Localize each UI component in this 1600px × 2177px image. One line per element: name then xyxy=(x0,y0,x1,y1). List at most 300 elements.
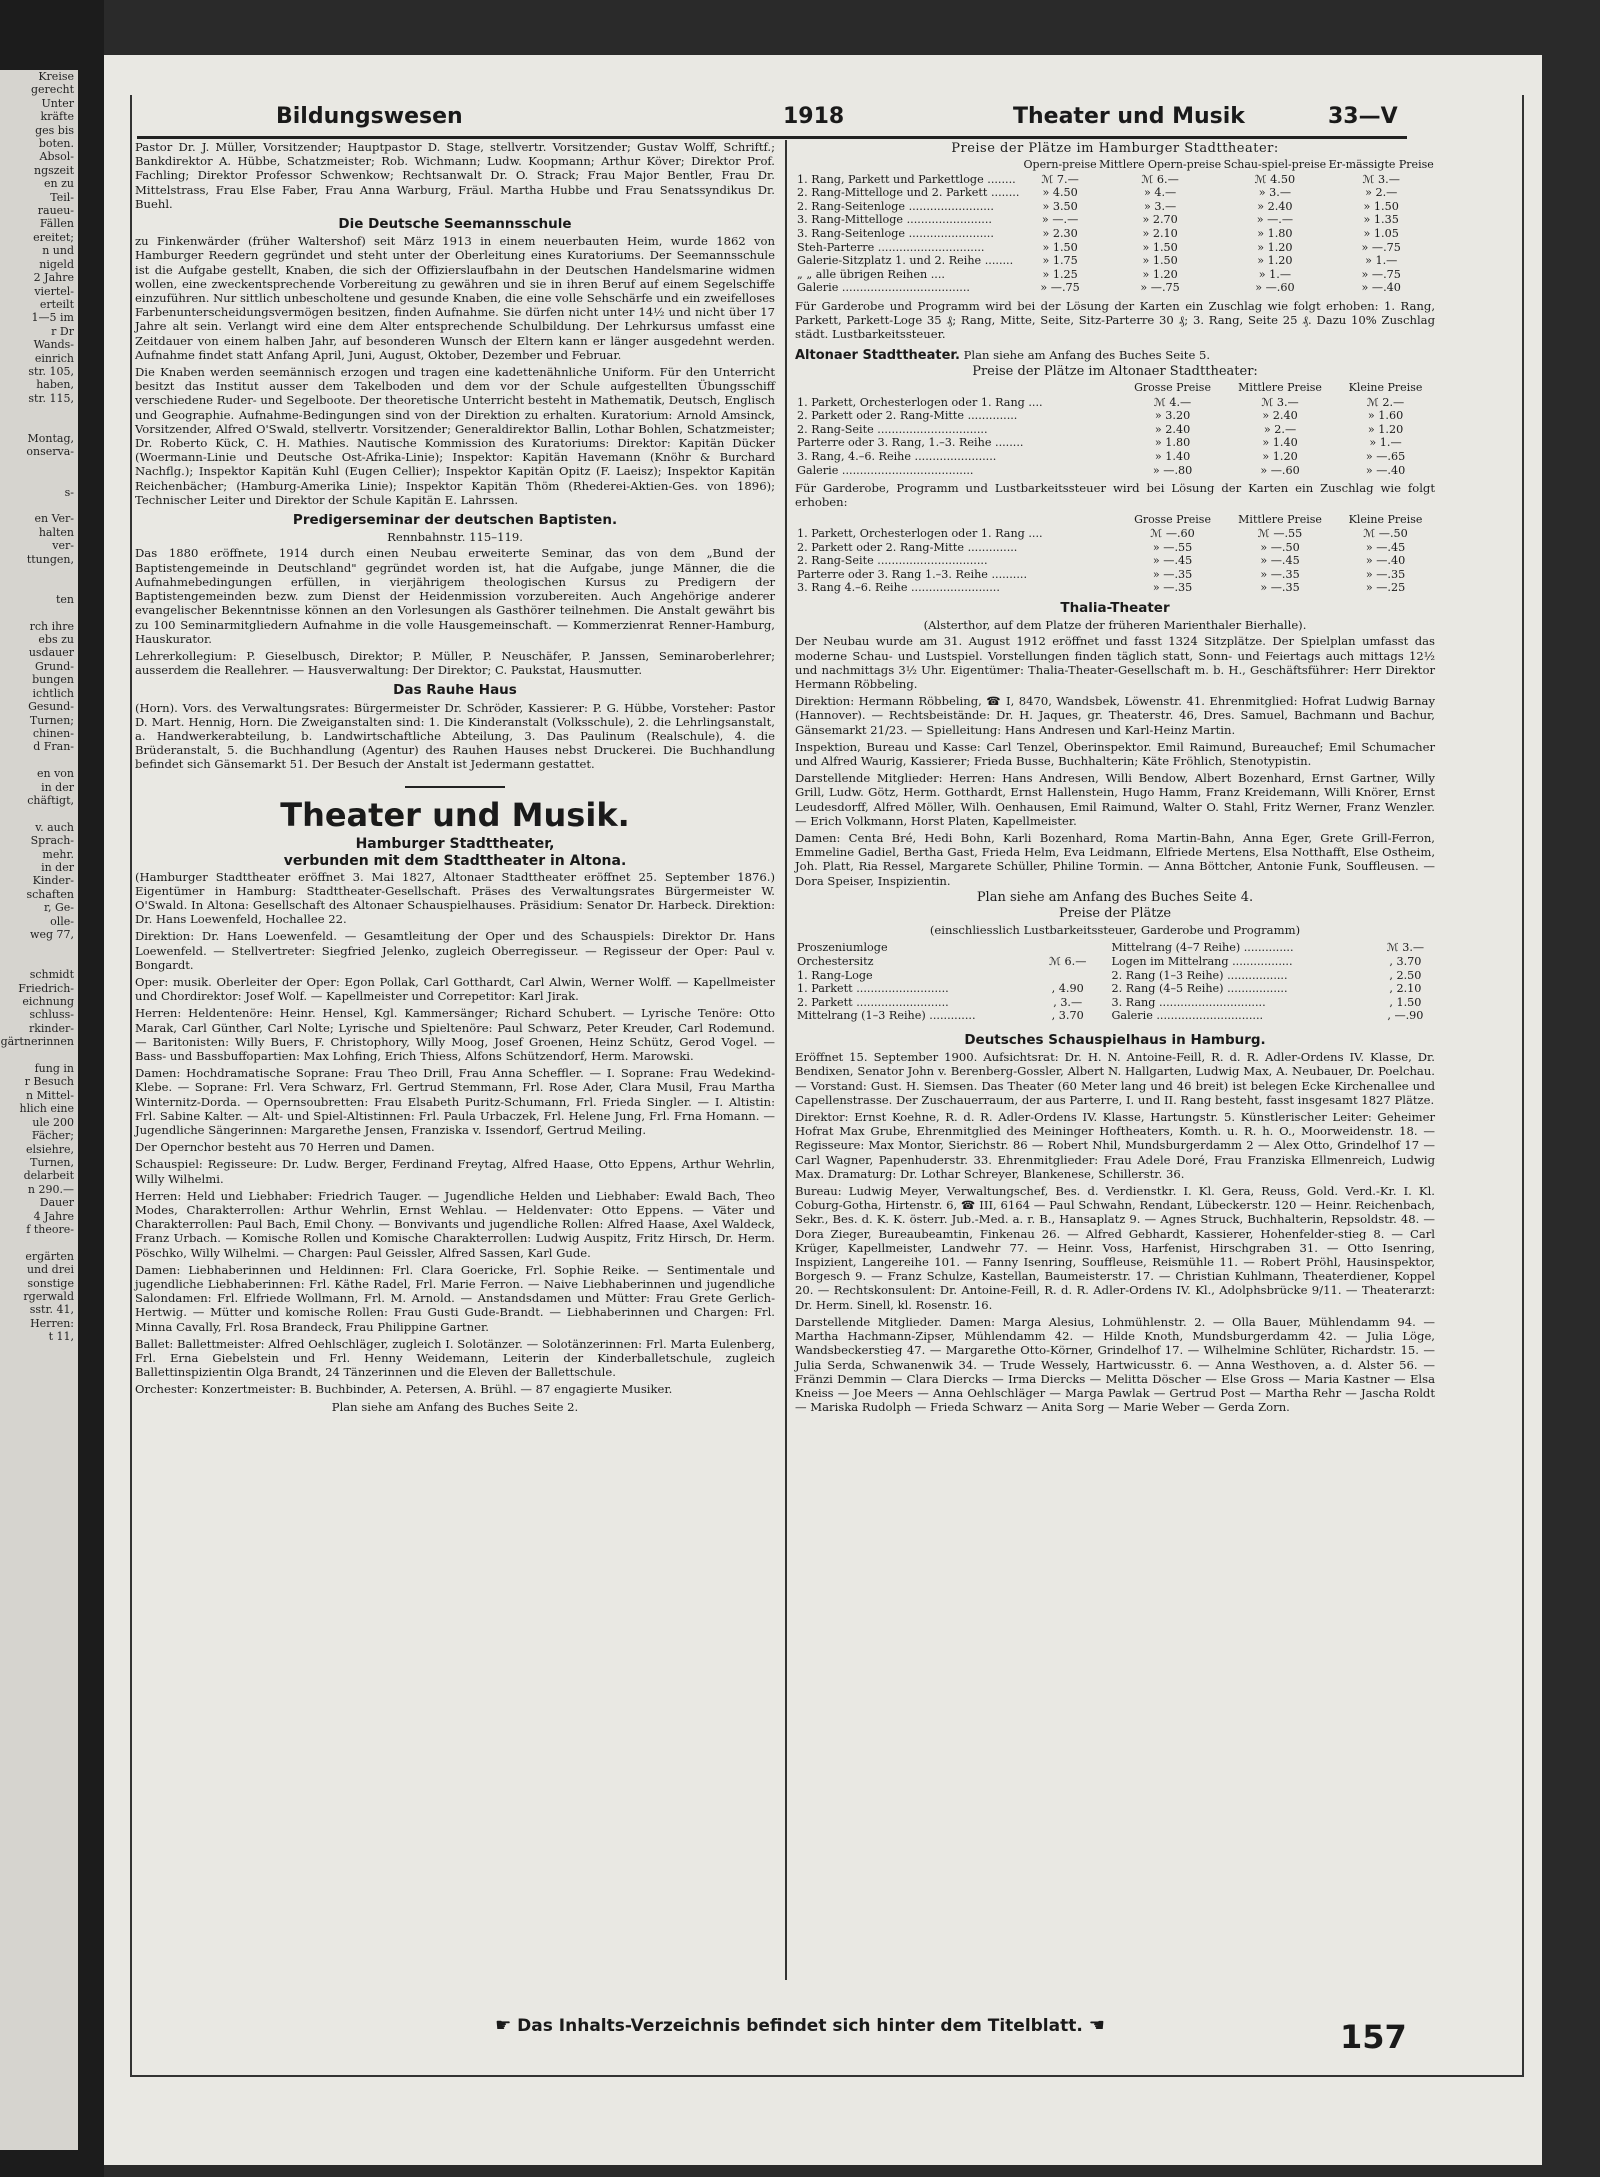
footer-note xyxy=(300,2015,1300,2036)
price-cell: » 1.80 xyxy=(1154,436,1191,450)
fragment-line: r Besuch xyxy=(24,1075,74,1089)
paragraph: Damen: Hochdramatische Soprane: Frau Theo Drill, Frau Anna Scheffler. — I. Soprane: Frau Wedekind-Klebe. — Soprane: Frl. Vera Schwarz, Frl. Gertrud Stemmann, Frl. Rose Ader, Clara Musil, Frau Martha Winternitz-Dorda. — Opernsoubretten: Frau Elsabeth Puritz-Schumann, Frl. Frieda Singler. — I. Altistin: Frl. Sabine Kalter. — Alt- und Spiel-Altistinnen: Frl. Paula Urbaczek, Frl. Helene Jung, Frl. Frna Homann. — Jugendliche Sängerinnen: Margarethe Jensen, Franziska v. Issendorf, Gertrud Meiling. xyxy=(135,1066,775,1137)
fragment-line: d Fran- xyxy=(33,740,74,754)
heading-rauhe-haus: Das Rauhe Haus xyxy=(393,682,517,699)
price-cell: ℳ —.60 xyxy=(1150,527,1195,541)
table-row xyxy=(1109,969,1435,983)
price-cell: , 3.— xyxy=(1053,995,1083,1009)
fragment-line: ttungen, xyxy=(26,552,74,566)
row-label: 3. Rang-Seitenloge ........................ xyxy=(797,227,994,241)
price-cell: » 4.50 xyxy=(1042,186,1078,200)
fragment-line: schmidt xyxy=(29,968,74,982)
fragment-line xyxy=(0,419,78,432)
fragment-line: Friedrich- xyxy=(18,981,74,995)
fragment-line: n 290.— xyxy=(27,1182,74,1196)
fragment-line xyxy=(0,405,78,418)
price-cell: » 2.70 xyxy=(1142,213,1178,227)
paragraph: Herren: Held und Liebhaber: Friedrich Tauger. — Jugendliche Helden und Liebhaber: Ewald Bach, Theo Modes, Charakterrollen: Arthur Wehrlin, Ernst Wehlau. — Heldenvater: Otto Eppens. — Väter und Charakterrollen: Paul Bach, Emil Chony. — Bonvivants und jugendliche Rollen: Alfred Haase, Axel Waldeck, Franz Urbach. — Komische Rollen und Komische Charakterrollen: Ludwig Auspitz, Fritz Hirsch, Dr. Herm. Pöschko, Willy Wilhelmi. — Chargen: Paul Geissler, Alfred Sassen, Karl Gude. xyxy=(135,1188,775,1260)
fragment-line: olle- xyxy=(50,914,74,928)
row-label: 3. Rang-Mittelloge ........................ xyxy=(797,213,992,227)
row-label: 1. Parkett, Orchesterlogen oder 1. Rang .... xyxy=(797,527,1043,541)
price-cell: » —.25 xyxy=(1365,581,1406,595)
fragment-line: s- xyxy=(64,485,74,499)
heading-thalia: Thalia-Theater xyxy=(1060,600,1170,616)
price-cell: » —.65 xyxy=(1365,449,1406,463)
section-title: Theater und Musik. xyxy=(280,795,630,834)
price-cell: » —.60 xyxy=(1255,281,1295,295)
price-cell: » —.35 xyxy=(1152,567,1193,581)
row-label: Parterre oder 3. Rang 1.–3. Reihe .......... xyxy=(797,567,1028,581)
fragment-line: 1—5 im xyxy=(31,311,74,325)
fragment-line: Kinder- xyxy=(32,874,74,888)
plan-reference: Plan siehe am Anfang des Buches Seite 2. xyxy=(331,1399,579,1414)
row-label: 3. Rang 4.–6. Reihe ......................... xyxy=(797,581,1000,595)
table-row xyxy=(795,268,1435,282)
fragment-line: schaften xyxy=(26,887,74,901)
row-label: Steh-Parterre .............................. xyxy=(797,240,985,254)
price-cell xyxy=(1040,969,1096,983)
price-cell: » —.75 xyxy=(1361,240,1401,254)
fragment-line: Unter xyxy=(41,96,74,110)
row-label: Mittelrang (4–7 Reihe) .............. xyxy=(1111,941,1294,955)
fragment-line: str. 115, xyxy=(28,391,74,405)
price-cell: ℳ 3.— xyxy=(1386,941,1425,955)
price-cell: » —.75 xyxy=(1361,267,1401,281)
paragraph: Pastor Dr. J. Müller, Vorsitzender; Hauptpastor D. Stage, stellvertr. Vorsitzender; Gustav Wolff, Schriftf.; Bankdirektor A. Hübbe, Schatzmeister; Rob. Wichmann; Ludw. Koopmann; Arthur Köver; Direktor Prof. Fachling; Direktor Professor Schwenkow; Rechtsanwalt Dr. O. Strack; Frau Major Bentler, Frau Dr. Mittelstrass, Frau Else Faber, Frau Anna Warburg, Fräul. Martha Hubbe und Frau Senatssyndikus Dr. Buehl. xyxy=(135,140,775,211)
price-cell: ℳ 3.— xyxy=(1362,172,1400,186)
fragment-line: Teil- xyxy=(50,190,74,204)
row-label: 2. Rang-Seite ............................... xyxy=(797,554,988,568)
table-row xyxy=(795,254,1435,268)
price-cell: » 3.— xyxy=(1143,199,1177,213)
price-cell: ℳ 6.— xyxy=(1141,172,1179,186)
header-rule xyxy=(137,136,1407,139)
row-label: Orchestersitz xyxy=(797,955,874,969)
fragment-line: Grund- xyxy=(35,659,74,673)
fragment-line xyxy=(0,754,78,767)
header-left: Bildungswesen xyxy=(276,104,463,129)
row-label: 2. Parkett oder 2. Rang-Mitte .............. xyxy=(797,409,1018,423)
column-header: Opern-preise xyxy=(1023,158,1097,172)
fragment-line: rgerwald xyxy=(23,1289,74,1303)
table-row xyxy=(1109,955,1435,969)
fragment-line: Fällen xyxy=(39,217,74,231)
table-row xyxy=(795,464,1435,478)
fragment-line: weg 77, xyxy=(30,928,74,941)
fragment-line: chinen- xyxy=(32,726,74,740)
table-row xyxy=(795,527,1435,541)
fragment-line xyxy=(0,579,78,592)
price-cell: » 1.20 xyxy=(1367,422,1404,436)
header-page: 33—V xyxy=(1328,104,1398,129)
fragment-line: Fächer; xyxy=(31,1129,74,1143)
price-cell: » 1.40 xyxy=(1154,449,1191,463)
fragment-line: Wands- xyxy=(33,338,74,352)
pointing-hand-icon: ☛ xyxy=(495,2015,512,2036)
fragment-line xyxy=(0,566,78,579)
paragraph: Lehrerkollegium: P. Gieselbusch, Direktor; P. Müller, P. Neuschäfer, P. Janssen, Seminaroberlehrer; ausserdem die Reallehrer. — Hausverwaltung: Der Direktor; C. Paukstat, Hausmutter. xyxy=(135,648,775,678)
price-cell: ℳ 4.50 xyxy=(1254,172,1296,186)
price-cell: , 3.70 xyxy=(1389,955,1422,969)
price-cell: ℳ 7.— xyxy=(1041,172,1079,186)
right-column xyxy=(795,140,1435,1417)
price-cell: » —.— xyxy=(1256,213,1294,227)
column-divider xyxy=(785,140,787,1980)
price-cell: » —.45 xyxy=(1260,554,1300,568)
fragment-line xyxy=(0,955,78,968)
paragraph: (Horn). Vors. des Verwaltungsrates: Bürgermeister Dr. Schröder, Kassierer: P. G. Hübbe, Vorsteher: Pastor D. Mart. Hennig, Horn. Die Zweiganstalten sind: 1. Die Kinderanstalt (Volksschule), 2. die Lehrlingsanstalt, a. Handwerkerabteilung, b. Landwirtschaftliche Abteilung, 3. Das Paulinum (Realschule), 4. die Brüderanstalt, 5. die Buchhandlung (Agentur) des Rauhen Hauses nebst Druckerei. Die Buchhandlung befindet sich Gänsemarkt 51. Der Besuch der Anstalt ist Jedermann gestattet. xyxy=(135,700,775,772)
paragraph: Das 1880 eröffnete, 1914 durch einen Neubau erweiterte Seminar, das von dem „Bund der Baptistengemeinde in Deutschland" gegründet worden ist, hat die Aufgabe, junge Männer, die die Aufnahmebedingungen erfüllen, in vierjährigem theologischen Kursus zu Predigern der Baptistengemeinden bezw. zum Dienst der Heidenmission vorzubereiten. Auch Angehörige anderer evangelischer Bekenntnisse können an den Vorlesungen als Gasthörer teilnehmen. Die Anstalt gewährt bis zu 100 Seminarmitgliedern Aufnahme in die volle Hausgemeinschaft. — Kommerzienrat Renner-Hamburg, Hauskurator. xyxy=(135,546,775,646)
row-label: 2. Rang-Seite ............................... xyxy=(797,422,988,436)
price-cell: , 2.50 xyxy=(1389,968,1422,982)
table-row xyxy=(795,423,1435,437)
table-row xyxy=(795,541,1435,555)
section-rule xyxy=(405,786,505,788)
table-row xyxy=(795,200,1435,214)
price-cell: » —.35 xyxy=(1365,567,1406,581)
row-label: 1. Rang, Parkett und Parkettloge ........ xyxy=(797,172,1016,186)
fragment-line: ges bis xyxy=(35,123,74,137)
fragment-line: f theore- xyxy=(26,1222,74,1236)
price-cell: » 3.20 xyxy=(1154,409,1191,423)
price-table-hamburg xyxy=(795,158,1435,295)
address: Rennbahnstr. 115–119. xyxy=(387,530,523,545)
price-cell: ℳ 6.— xyxy=(1049,955,1087,969)
fragment-line: ichtlich xyxy=(32,686,74,700)
price-cell: » —.35 xyxy=(1260,581,1300,595)
surcharge-table-altona xyxy=(795,513,1435,595)
price-cell: » 1.20 xyxy=(1257,240,1293,254)
price-cell: » 1.80 xyxy=(1257,227,1293,241)
price-cell: , 3.70 xyxy=(1051,1009,1084,1023)
fragment-line: ver- xyxy=(52,539,74,553)
table-row xyxy=(795,450,1435,464)
heading-baptisten: Predigerseminar der deutschen Baptisten. xyxy=(292,512,618,529)
price-cell: » 1.50 xyxy=(1042,240,1078,254)
table-row xyxy=(1109,982,1435,996)
column-header: Mittlere Preise xyxy=(1238,512,1322,526)
fragment-line: 2 Jahre xyxy=(33,271,74,285)
fragment-line: schluss- xyxy=(29,1008,74,1022)
paragraph: Oper: musik. Oberleiter der Oper: Egon Pollak, Carl Gotthardt, Carl Alwin, Werner Wolff. — Kapellmeister und Chordirektor: Josef Wolf. — Kapellmeister und Correpetitor: Karl Jirak. xyxy=(135,974,775,1004)
fragment-line: raueu- xyxy=(37,204,74,218)
fragment-line xyxy=(0,941,78,954)
fragment-line: str. 105, xyxy=(28,364,74,378)
price-cell: ℳ 2.— xyxy=(1366,395,1405,409)
price-cell: » 2.30 xyxy=(1042,227,1078,241)
table-row xyxy=(1109,1009,1435,1023)
column-header: Kleine Preise xyxy=(1348,381,1423,395)
price-cell: ℳ 3.— xyxy=(1261,395,1299,409)
column-header: Grosse Preise xyxy=(1134,381,1211,395)
price-table-altona xyxy=(795,381,1435,477)
price-cell: » 1.— xyxy=(1365,254,1398,268)
row-label: 3. Rang .............................. xyxy=(1111,995,1266,1009)
fragment-line: ergärten xyxy=(25,1249,74,1263)
price-cell: » —.45 xyxy=(1152,554,1193,568)
fragment-line xyxy=(0,606,78,619)
table-row xyxy=(795,241,1435,255)
price-cell: » 1.50 xyxy=(1142,254,1178,268)
subtitle: verbunden mit dem Stadttheater in Altona. xyxy=(283,852,627,869)
price-cell: » 1.— xyxy=(1258,267,1292,281)
fragment-line: ten xyxy=(55,592,74,606)
price-cell: , 1.50 xyxy=(1389,995,1422,1009)
row-label: 2. Parkett oder 2. Rang-Mitte .............. xyxy=(797,540,1018,554)
heading-schauspielhaus: Deutsches Schauspielhaus in Hamburg. xyxy=(964,1032,1266,1049)
fragment-line: gärtnerinnen xyxy=(0,1035,74,1049)
price-cell: » 1.20 xyxy=(1262,449,1298,463)
price-cell: » —.50 xyxy=(1260,540,1300,554)
price-cell: , 4.90 xyxy=(1051,982,1084,996)
paragraph: Direktor: Ernst Koehne, R. d. R. Adler-Ordens IV. Klasse, Hartungstr. 5. Künstlerischer Leiter: Geheimer Hofrat Max Grube, Ehrenmitglied des Meininger Hoftheaters, Komth. u. R. h. O., Moorweidenstr. 18. — Regisseure: Max Montor, Sierichstr. 86 — Robert Nhil, Mundsburgerdamm 2 — Alex Otto, Grindelhof 17 — Carl Wagner, Papenhuderstr. 33. Ehrenmitglieder: Frau Adele Doré, Frau Franziska Ellmenreich, Ludwig Max. Dramaturg: Dr. Lothar Schreyer, Blankenese, Schillerstr. 36. xyxy=(795,1110,1435,1181)
fragment-line: Absol- xyxy=(39,150,74,164)
fragment-line: sonstige xyxy=(27,1276,74,1290)
price-cell: » —.55 xyxy=(1152,540,1193,554)
fragment-line: en Ver- xyxy=(34,512,74,526)
fragment-line: mehr. xyxy=(42,847,74,861)
table-title: Preise der Plätze im Altonaer Stadttheater: xyxy=(972,363,1258,379)
fragment-line: delarbeit xyxy=(23,1169,74,1183)
price-cell: » 1.20 xyxy=(1142,267,1178,281)
price-cell: » 1.60 xyxy=(1367,409,1404,423)
price-cell: » —.60 xyxy=(1260,463,1300,477)
header-year: 1918 xyxy=(783,104,845,129)
fragment-line: Dauer xyxy=(39,1196,74,1210)
paragraph: Ballet: Ballettmeister: Alfred Oehlschläger, zugleich I. Solotänzer. — Solotänzerinnen: Frl. Marta Eulenberg, Frl. Erna Giebelstein und Frl. Henny Weidemann, Leiterin der Kinderballetschule, zugleich Ballettinspizientin Olga Brandt, 24 Tänzerinnen und die Eleven der Ballettschule. xyxy=(135,1336,775,1380)
fragment-line: einrich xyxy=(34,351,74,365)
fragment-line xyxy=(0,1236,78,1249)
paragraph: Orchester: Konzertmeister: B. Buchbinder, A. Petersen, A. Brühl. — 87 engagierte Musiker. xyxy=(135,1382,673,1397)
column-header: Mittlere Preise xyxy=(1238,381,1322,395)
fragment-line: n Mittel- xyxy=(26,1088,74,1102)
paragraph: Direktion: Dr. Hans Loewenfeld. — Gesamtleitung der Oper und des Schauspiels: Direktor Dr. Hans Loewenfeld. — Stellvertreter: Siegfried Jelenko, zugleich Oberregisseur. — Regisseur der Oper: Paul v. Bongardt. xyxy=(135,929,775,972)
heading-seemannsschule: Die Deutsche Seemannsschule xyxy=(338,216,572,233)
table-row xyxy=(795,955,1095,969)
row-label: „ „ alle übrigen Reihen .... xyxy=(797,267,945,281)
price-cell: » 1.40 xyxy=(1262,436,1298,450)
fragment-line: boten. xyxy=(38,137,74,151)
table-row xyxy=(795,969,1095,983)
price-cell: , 2.10 xyxy=(1389,982,1422,996)
table-title: Preise der Plätze xyxy=(1058,906,1172,922)
paragraph: Darstellende Mitglieder. Damen: Marga Alesius, Lohmühlenstr. 2. — Olla Bauer, Mühlendamm 94. — Martha Hachmann-Zipser, Mühlendamm 42. — Hilde Knoth, Mundsburgerdamm 42. — Julia Löge, Wandsbeckerstieg 47. — Margarethe Otto-Körner, Grindelhof 17. — Wilhelmine Schlüter, Richardstr. 15. — Julia Serda, Schwanenwik 34. — Trude Wessely, Hartwicusstr. 6. — Anna Westhoven, a. d. Alster 56. — Fränzi Demmin — Clara Diercks — Irma Diercks — Melitta Döscher — Else Gross — Maria Kastner — Elsa Kneiss — Joe Meers — Anna Oehlschläger — Marga Pawlak — Gertrud Post — Martha Rehr — Jascha Roldt — Mariska Rudolph — Frieda Schwarz — Anita Sorg — Marie Weber — Gerda Zorn. xyxy=(795,1314,1435,1415)
heading-altona: Altonaer Stadttheater. xyxy=(795,347,960,363)
table-row xyxy=(1109,941,1435,955)
paragraph: Inspektion, Bureau und Kasse: Carl Tenzel, Oberinspektor. Emil Raimund, Bureauchef; Emil Schumacher und Alfred Waurig, Kassierer; Frieda Busse, Buchhalterin; Käte Fröhlich, Stenotypistin. xyxy=(795,739,1435,769)
fragment-line: en von xyxy=(36,767,74,781)
paragraph: Damen: Centa Bré, Hedi Bohn, Karli Bozenhard, Roma Martin-Bahn, Anna Eger, Grete Grill-Ferron, Emmeline Gadiel, Bertha Gast, Frieda Helm, Eva Leidmann, Elfriede Mertens, Elsa Notthafft, Else Ostheim, Joh. Platt, Ria Ressel, Margarete Schüller, Philine Tormin. — Anna Böttcher, Antonie Funk, Souffleusen. — Dora Speiser, Inspizientin. xyxy=(795,831,1435,888)
column-header: Schau-spiel-preise xyxy=(1223,158,1327,172)
paragraph: Eröffnet 15. September 1900. Aufsichtsrat: Dr. H. N. Antoine-Feill, R. d. R. Adler-Ordens IV. Klasse, Dr. Bendixen, Senator John v. Berenberg-Gossler, Albert N. Hallgarten, Ludwig Max, A. Neubauer, Dr. Poelchau. — Vorstand: Gust. H. Siemsen. Das Theater (60 Meter lang und 46 breit) ist belegen Ecke Kirchenallee und Capellenstrasse. Der Zuschauerraum, der aus Parterre, I. und II. Rang besteht, fasst insgesamt 1827 Plätze. xyxy=(795,1050,1435,1107)
price-cell: » 1.05 xyxy=(1363,227,1399,241)
fragment-line: usdauer xyxy=(28,646,74,660)
fragment-line: n und xyxy=(42,244,74,258)
fragment-line: Sprach- xyxy=(30,834,74,848)
fragment-line xyxy=(0,807,78,820)
left-column xyxy=(135,140,775,1416)
table-row xyxy=(795,436,1435,450)
price-cell: ℳ —.55 xyxy=(1257,527,1303,541)
table-row xyxy=(795,581,1435,595)
header-right: Theater und Musik xyxy=(1013,104,1245,129)
fragment-line: Gesund- xyxy=(28,700,74,714)
price-cell: » 2.— xyxy=(1263,422,1297,436)
table-title: Preise der Plätze im Hamburger Stadttheater: xyxy=(951,141,1279,156)
price-cell: ℳ —.50 xyxy=(1363,527,1408,541)
price-cell: » —.45 xyxy=(1365,540,1406,554)
paragraph: Direktion: Hermann Röbbeling, ☎ I, 8470, Wandsbek, Löwenstr. 41. Ehrenmitglied: Hofrat Ludwig Barnay (Hannover). — Rechtsbeistände: Dr. H. Jaques, gr. Theaterstr. 46, Dres. Samuel, Bachmann und Bachur, Gänsemarkt 21/23. — Spielleitung: Hans Andresen und Karl-Heinz Martin. xyxy=(795,694,1435,737)
row-label: 3. Rang, 4.–6. Reihe ....................... xyxy=(797,449,997,463)
row-label: 2. Rang-Mittelloge und 2. Parkett ........ xyxy=(797,186,1020,200)
row-label: Galerie .................................... xyxy=(797,281,970,295)
price-cell: » —.75 xyxy=(1140,281,1180,295)
paragraph: Bureau: Ludwig Meyer, Verwaltungschef, Bes. d. Verdienstkr. I. Kl. Gera, Reuss, Gold. Verd.-Kr. I. Kl. Coburg-Gotha, Hirtenstr. 6, ☎ III, 6164 — Paul Schwahn, Rendant, Lübeckerstr. 120 — Heinr. Reichenbach, Sekr., Bes. d. K. K. österr. Jub.-Med. a. r. B., Hansaplatz 9. — Agnes Struck, Buchhalterin, Repsoldstr. 48. — Dora Zieger, Bureaubeamtin, Finkenau 26. — Alfred Gebhardt, Kassierer, Hohenfelder-stieg 8. — Carl Krüger, Kapellmeister, Landwehr 77. — Heinr. Voss, Harfenist, Hirschgraben 31. — Otto Isenring, Inspizient, Langereihe 101. — Fanny Isenring, Souffleuse, Reismühle 11. — Robert Pröhl, Hausinspektor, Borgesch 9. — Franz Schulze, Kastellan, Baumeisterstr. 17. — Christian Kuhlmann, Theaterdiener, Koppel 20. — Rechtskonsulent: Dr. Antoine-Feill, R. d. R. Adler-Ordens IV. Kl., Adolphsbrücke 9/11. — Theaterarzt: Dr. Herm. Sinell, kl. Rosenstr. 16. xyxy=(795,1184,1435,1312)
fragment-line: elsiehre, xyxy=(25,1142,74,1156)
row-label: Galerie .............................. xyxy=(1111,1009,1264,1023)
running-header xyxy=(0,104,1600,134)
fragment-line: Herren: xyxy=(30,1316,74,1330)
fragment-line: kräfte xyxy=(40,110,74,124)
column-header: Mittlere Opern-preise xyxy=(1099,158,1222,172)
column-header: Er-mässigte Preise xyxy=(1328,158,1434,172)
paragraph: Darstellende Mitglieder: Herren: Hans Andresen, Willi Bendow, Albert Bozenhard, Ernst Gartner, Willy Grill, Ludw. Götz, Herm. Gotthardt, Ernst Hallenstein, Hugo Hamm, Franz Kreidemann, Willi Knörer, Ernst Leudesdorff, Alfred Möller, Wilh. Oenhausen, Emil Raimund, Walter O. Stahl, Fritz Werner, Franz Wenzler. — Erich Volkmann, Horst Platen, Kapellmeister. xyxy=(795,771,1435,828)
fragment-line: und drei xyxy=(26,1263,74,1277)
row-label: 2. Rang-Seitenloge ........................ xyxy=(797,199,994,213)
paragraph: Die Knaben werden seemännisch erzogen und tragen eine kadettenähnliche Uniform. Für den Unterricht besitzt das Institut ausser dem Takelboden und dem vor der Schule aufgestellten Übungsschiff verschiedene Ruder- und Segelboote. Der theoretische Unterricht besteht in Mathematik, Deutsch, Englisch und Geographie. Aufnahme-Bedingungen sind von der Direktion zu erhalten. Kuratorium: Arnold Amsinck, Vorsitzender, Alfred O'Swald, stellvertr. Vorsitzender; Generaldirektor Ballin, Lothar Bohlen, Schatzmeister; Dr. Roberto Kück, C. H. Mathies. Nautische Kommission des Kuratoriums: Direktor: Kapitän Dücker (Woermann-Linie und Deutsche Ost-Afrika-Linie); Inspektor: Kapitän Havemann (Knöhr & Burchard Nachflg.); Inspektor Kapitän Kuhl (Eugen Cellier); Inspektor Kapitän Opitz (F. Laeisz); Inspektor Kapitän Reichenbächer; (Hamburg-Amerika Linie); Inspektor Kapitän Thöm (Rhederei-Aktien-Ges. von 1896); Technischer Leiter und Direktor der Schule Kapitän E. Lahrssen. xyxy=(135,365,775,507)
row-label: Galerie ..................................... xyxy=(797,463,974,477)
price-cell: » —.— xyxy=(1041,213,1079,227)
price-cell: » 1.20 xyxy=(1257,254,1293,268)
fragment-line: haben, xyxy=(36,378,74,392)
paragraph: zu Finkenwärder (früher Waltershof) seit März 1913 in einem neuerbauten Heim, wurde 1862 von Hamburger Reedern gegründet und steht unter der Oberleitung eines Kuratoriums. Der Seemannsschule ist die Aufgabe gestellt, Knaben, die sich der Offizierslaufbahn in der Deutschen Handelsmarine widmen wollen, eine zweckentsprechende Vorbereitung zu gewähren und sie in ihren Beruf auf einem Segelschiffe einzuführen. Nur sittlich unbescholtene und gesunde Knaben, die eine volle Sehschärfe und ein zweifelloses Farbenunterscheidungsvermögen besitzen, finden Aufnahme. Sie dürfen nicht unter 14½ und nicht über 17 Jahre alt sein. Verlangt wird eine dem Alter entsprechende Schulbildung. Der Lehrkursus umfasst eine Zeitdauer von einem halben Jahr, auf besonderen Wunsch der Eltern kann er länger ausgedehnt werden. Aufnahme findet statt Anfang April, Juni, August, Oktober, Dezember und Februar. xyxy=(135,234,775,362)
row-label: Mittelrang (1–3 Reihe) ............. xyxy=(797,1009,976,1023)
table-row xyxy=(795,1009,1095,1023)
table-row xyxy=(795,281,1435,295)
price-cell: » 1.50 xyxy=(1363,199,1399,213)
row-label: 2. Rang (1–3 Reihe) ................. xyxy=(1111,968,1288,982)
column-header: Kleine Preise xyxy=(1348,512,1423,526)
fragment-line: ngszeit xyxy=(33,163,74,177)
price-cell: » 3.— xyxy=(1258,186,1292,200)
row-label: Galerie-Sitzplatz 1. und 2. Reihe ........ xyxy=(797,254,1014,268)
fragment-line: en zu xyxy=(44,177,74,191)
table-row xyxy=(795,941,1095,955)
column-header: Grosse Preise xyxy=(1134,512,1211,526)
price-cell: » 1.50 xyxy=(1142,240,1178,254)
price-cell: » —.35 xyxy=(1260,567,1300,581)
page-number: 157 xyxy=(1340,2018,1407,2056)
fragment-line: fung in xyxy=(34,1062,74,1076)
paragraph: Für Garderobe und Programm wird bei der Lösung der Karten ein Zuschlag wie folgt erhoben: 1. Rang, Parkett, Parkett-Loge 35 ₰; Rang, Mitte, Seite, Sitz-Parterre 30 ₰; 3. Rang, Seite 25 ₰. Dazu 10% Zuschlag städt. Lustbarkeitssteuer. xyxy=(795,299,1435,342)
price-cell: » —.40 xyxy=(1365,463,1406,477)
price-cell: , —.90 xyxy=(1387,1009,1424,1023)
previous-page-fragment xyxy=(0,70,78,2150)
price-cell: » 1.25 xyxy=(1042,267,1078,281)
altona-line xyxy=(795,348,1435,363)
fragment-line: rch ihre xyxy=(29,619,74,633)
fragment-line: in der xyxy=(41,780,74,794)
price-cell: » —.75 xyxy=(1040,281,1080,295)
paragraph: Herren: Heldentenöre: Heinr. Hensel, Kgl. Kammersänger; Richard Schubert. — Lyrische Tenöre: Otto Marak, Carl Günther, Carl Nolte; Lyrische und Spieltenöre: Paul Schwarz, Peter Kreuder, Carl Rodemund. — Baritonisten: Willy Buers, F. Christophory, Willy Moog, Josef Groenen, Heinz Schütz, Gerod Vogel. — Bass- und Bassbuffopartien: Max Lohfing, Erich Thiess, Alfons Schützendorf, Herm. Marowski. xyxy=(135,1006,775,1063)
fragment-line: onserva- xyxy=(26,445,74,459)
fragment-line: r, Ge- xyxy=(43,901,74,915)
price-cell: » 4.— xyxy=(1143,186,1177,200)
price-cell: » 2.10 xyxy=(1142,227,1178,241)
table-row xyxy=(795,227,1435,241)
table-row xyxy=(795,982,1095,996)
paragraph: Schauspiel: Regisseure: Dr. Ludw. Berger, Ferdinand Freytag, Alfred Haase, Otto Eppens, Arthur Wehrlin, Willy Wilhelmi. xyxy=(135,1157,775,1186)
fragment-line: ule 200 xyxy=(32,1115,74,1129)
fragment-line xyxy=(0,472,78,485)
subtitle: Hamburger Stadttheater, xyxy=(355,835,555,852)
price-cell: » 1.— xyxy=(1369,436,1402,450)
row-label: Parterre oder 3. Rang, 1.–3. Reihe ........ xyxy=(797,436,1024,450)
fragment-line: t 11, xyxy=(48,1330,74,1344)
fragment-line xyxy=(0,459,78,472)
row-label: Proszeniumloge xyxy=(797,941,888,955)
price-cell: » —.40 xyxy=(1361,281,1401,295)
price-cell: ℳ 4.— xyxy=(1153,395,1192,409)
pointing-hand-icon: ☚ xyxy=(1088,2015,1105,2036)
fragment-line: chäftigt, xyxy=(27,793,74,807)
row-label: 2. Parkett .......................... xyxy=(797,995,949,1009)
fragment-line: 4 Jahre xyxy=(33,1209,74,1223)
fragment-line: eichnung xyxy=(22,995,74,1009)
fragment-line: v. auch xyxy=(35,820,74,834)
paragraph: (Hamburger Stadttheater eröffnet 3. Mai 1827, Altonaer Stadttheater eröffnet 25. September 1876.) Eigentümer in Hamburg: Stadttheater-Gesellschaft. Präses des Verwaltungsrates Bürgermeister W. O'Swald. In Altona: Gesellschaft des Altonaer Schauspielhauses. Präsidium: Senator Dr. Harbeck. Direktion: Dr. Hans Loewenfeld, Hochallee 22. xyxy=(135,869,775,927)
table-row xyxy=(1109,996,1435,1010)
footer-note-text: Das Inhalts-Verzeichnis befindet sich hinter dem Titelblatt. xyxy=(517,2016,1083,2036)
price-cell: » 3.50 xyxy=(1042,199,1078,213)
paragraph: Der Opernchor besteht aus 70 Herren und Damen. xyxy=(135,1140,435,1155)
fragment-line: erteilt xyxy=(39,297,74,311)
price-cell: » 2.40 xyxy=(1154,422,1191,436)
fragment-line: r Dr xyxy=(51,324,74,338)
fragment-line: sstr. 41, xyxy=(29,1303,74,1317)
fragment-line xyxy=(0,499,78,512)
price-cell: » 1.35 xyxy=(1363,213,1399,227)
price-cell: » 2.40 xyxy=(1257,199,1293,213)
table-row xyxy=(795,568,1435,582)
plan-reference: Plan siehe am Anfang des Buches Seite 4. xyxy=(976,889,1254,905)
price-cell: » —.40 xyxy=(1365,554,1406,568)
table-row xyxy=(795,554,1435,568)
fragment-line: rkinder- xyxy=(28,1021,74,1035)
fragment-line xyxy=(0,1049,78,1062)
table-row xyxy=(795,173,1435,187)
row-label: 2. Rang (4–5 Reihe) ................. xyxy=(1111,982,1288,996)
paragraph: Der Neubau wurde am 31. August 1912 eröffnet und fasst 1324 Sitzplätze. Der Spielplan umfasst das moderne Schau- und Lustspiel. Vorstellungen finden täglich statt, Sonn- und Feiertags auch mittags 12½ und nachmittags 3½ Uhr. Eigentümer: Thalia-Theater-Gesellschaft m. b. H., Geschäftsführer: Herr Direktor Hermann Röbbeling. xyxy=(795,634,1435,692)
fragment-line: Montag, xyxy=(27,431,74,445)
price-cell: » —.35 xyxy=(1152,581,1193,595)
price-table-thalia xyxy=(795,939,1435,1027)
paragraph: Für Garderobe, Programm und Lustbarkeitssteuer wird bei Lösung der Karten ein Zuschlag wie folgt erhoben: xyxy=(795,481,1435,510)
fragment-line: ereitet; xyxy=(33,230,74,244)
fragment-line: bungen xyxy=(32,673,74,687)
row-label: 1. Parkett, Orchesterlogen oder 1. Rang .... xyxy=(797,395,1043,409)
paragraph: Damen: Liebhaberinnen und Heldinnen: Frl. Clara Goericke, Frl. Sophie Reike. — Sentimentale und jugendliche Liebhaberinnen: Frl. Käthe Radel, Frl. Marie Ferron. — Naive Liebhaberinnen und jugendliche Salondamen: Frl. Elfriede Wollmann, Frl. M. Arnold. — Anstandsdamen und Mütter: Frau Grete Gerlich-Hertwig. — Mütter und komische Rollen: Frau Gusti Gude-Brandt. — Liebhaberinnen und Chargen: Frl. Minna Cavally, Frl. Rosa Brandeck, Frau Philippine Gartner. xyxy=(135,1262,775,1334)
table-row xyxy=(795,996,1095,1010)
plan-reference: Plan siehe am Anfang des Buches Seite 5. xyxy=(963,347,1211,362)
fragment-line: Turnen; xyxy=(29,713,74,727)
table-row xyxy=(795,396,1435,410)
fragment-line: gerecht xyxy=(31,83,74,97)
fragment-line: ebs zu xyxy=(38,633,74,647)
table-subtitle: (einschliesslich Lustbarkeitssteuer, Garderobe und Programm) xyxy=(929,923,1301,938)
table-row xyxy=(795,213,1435,227)
fragment-line: Kreise xyxy=(38,70,74,83)
